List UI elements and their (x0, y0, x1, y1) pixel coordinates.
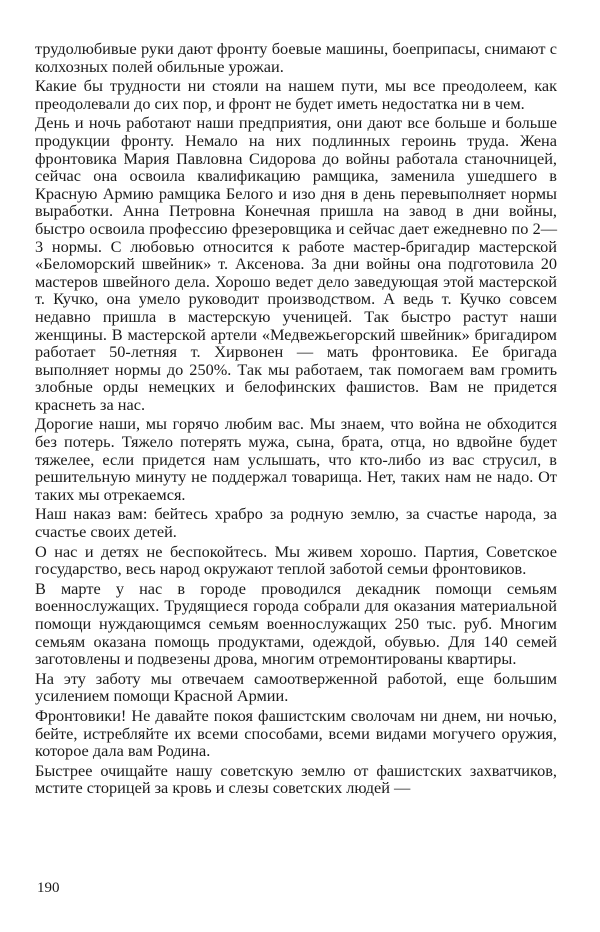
page-body (35, 40, 557, 920)
paragraph-10: Быстрее очищайте нашу советскую землю от фашистских захватчиков, мстите сторицей за кровь и слезы советских людей — (35, 760, 557, 798)
paragraph-9: Фронтовики! Не давайте покоя фашистским сволочам ни днем, ни ночью, бейте, истребляйте их всеми способами, всеми видами могучего оружия, которое дала вам Родина. (35, 705, 557, 761)
paragraph-2: Какие бы трудности ни стояли на нашем пути, мы все преодолеем, как преодолевали до сих пор, и фронт не будет иметь недостатка ни в чем. (35, 76, 557, 113)
paragraph-4: Дорогие наши, мы горячо любим вас. Мы знаем, что война не обходится без потерь. Тяжело потерять мужа, сына, брата, отца, но вдвойне будет тяжелее, если придется нам услышать, что кто-либо из вас струсил, в решительную минуту не поддержал товарища. Нет, таких нам не надо. От таких мы отрекаемся. (35, 414, 557, 504)
paragraph-6: О нас и детях не беспокойтесь. Мы живем хорошо. Партия, Советское государство, весь народ окружают теплой заботой семьи фронтовиков. (35, 541, 557, 579)
paragraph-1: трудолюбивые руки дают фронту боевые машины, боеприпасы, снимают с колхозных полей обильные урожаи. (35, 39, 557, 76)
paragraph-5: Наш наказ вам: бейтесь храбро за родную землю, за счастье народа, за счастье своих детей. (35, 504, 557, 542)
paragraph-8: На эту заботу мы отвечаем самоотверженной работой, еще большим усилением помощи Красной Армии. (35, 668, 557, 706)
page-number: 190 (37, 880, 60, 896)
paragraph-7: В марте у нас в городе проводился декадник помощи семьям военнослужащих. Трудящиеся города собрали для оказания материальной помощи нуждающимся семьям военнослужащих 250 тыс. руб. Многим семьям оказана помощь продуктами, одеждой, обувью. Для 140 семей заготовлены и подвезены дрова, многим отремонтированы квартиры. (35, 578, 557, 669)
paragraph-3: День и ночь работают наши предприятия, они дают все больше и больше продукции фронту. Немало на них подлинных героинь труда. Жена фронтовика Мария Павловна Сидорова до войны работала станочницей, сейчас она освоила квалификацию рамщика, заменила ушедшего в Красную Армию рамщика Белого и изо дня в день перевыполняет нормы выработки. Анна Петровна Конечная пришла на завод в дни войны, быстро освоила профессию фрезеровщика и сейчас дает ежедневно по 2—3 нормы. С любовью относится к работе мастер-бригадир мастерской «Беломорский швейник» т. Аксенова. За дни войны она подготовила 20 мастеров швейного дела. Хорошо ведет дело заведующая этой мастерской т. Кучко, она умело руководит производством. А ведь т. Кучко совсем недавно пришла в мастерскую ученицей. Так быстро растут наши женщины. В мастерской артели «Медвежьегорский швейник» бригадиром работает 50-летняя т. Хирвонен — мать фронтовика. Ее бригада выполняет нормы до 250%. Так мы работаем, так помогаем вам громить злобные орды немецких и белофинских фашистов. Вам не придется краснеть за нас. (35, 113, 557, 414)
